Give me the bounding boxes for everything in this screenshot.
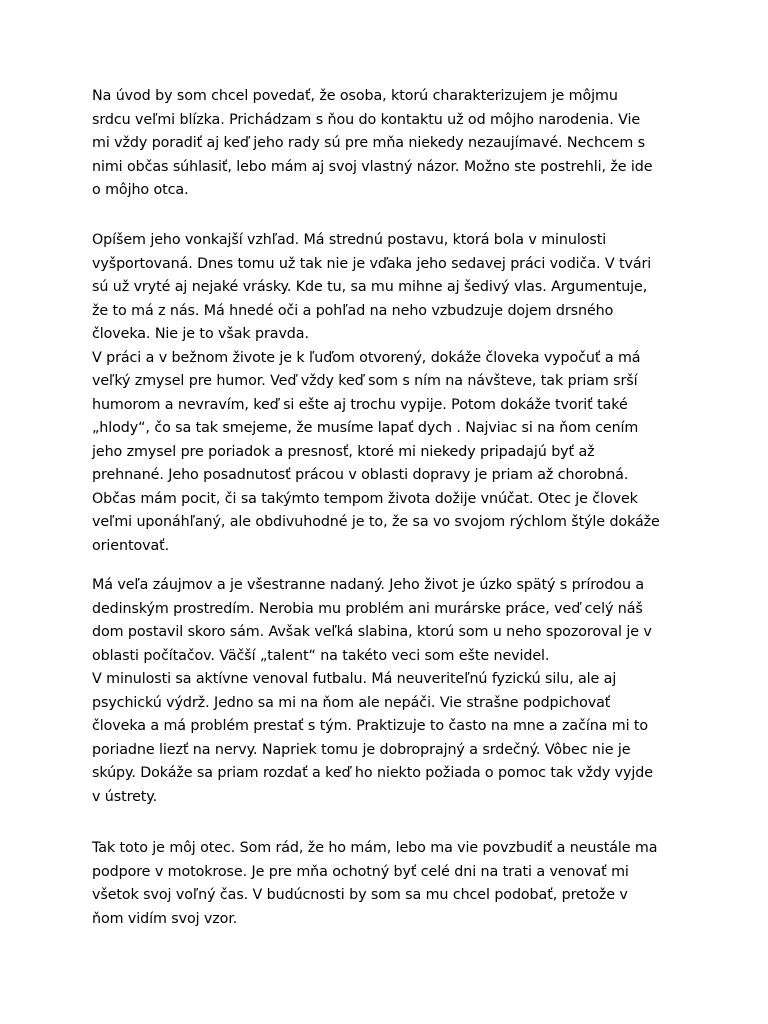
- text-line: psychickú výdrž. Jedno sa mi na ňom ale nepáči. Vie strašne podpichovať: [92, 694, 611, 711]
- paragraph-introduction: [92, 85, 652, 203]
- text-line: V práci a v bežnom živote je k ľuďom otvorený, dokáže človeka vypočuť a má: [92, 349, 641, 366]
- text-line: skúpy. Dokáže sa priam rozdať a keď ho niekto požiada o pomoc tak vždy vyjde: [92, 765, 653, 781]
- text-line: vyšportovaná. Dnes tomu už tak nie je vďaka jeho sedavej práci vodiča. V tvári: [92, 255, 652, 272]
- text-line: človeka a má problém prestať s tým. Praktizuje to často na mne a začína mi to: [92, 718, 649, 734]
- text-line: podpore v motokrose. Je pre mňa ochotný byť celé dni na trati a venovať mi: [92, 863, 629, 880]
- text-line: prehnané. Jeho posadnutosť prácou v oblasti dopravy je priam až chorobná.: [92, 467, 629, 483]
- text-line: srdcu veľmi blízka. Prichádzam s ňou do kontaktu už od môjho narodenia. Vie: [92, 111, 641, 128]
- text-line: sú už vryté aj nejaké vrásky. Kde tu, sa mu mihne aj šedivý vlas. Argumentuje,: [92, 279, 648, 295]
- text-line: oblasti počítačov. Väčší „talent“ na takéto veci som ešte nevidel.: [92, 647, 550, 664]
- text-line: jeho zmysel pre poriadok a presnosť, ktoré mi niekedy pripadajú byť až: [92, 443, 595, 460]
- text-line: Občas mám pocit, či sa takýmto tempom života dožije vnúčat. Otec je človek: [92, 490, 638, 507]
- text-line: poriadne liezť na nervy. Napriek tomu je dobroprajný a srdečný. Vôbec nie je: [92, 741, 631, 758]
- text-line: o môjho otca.: [92, 182, 189, 198]
- text-line: že to má z nás. Má hnedé oči a pohľad na neho vzbudzuje dojem drsného: [92, 302, 614, 319]
- text-line: všetok svoj voľný čas. V budúcnosti by som sa mu chcel podobať, pretože v: [92, 887, 628, 903]
- text-line: dedinským prostredím. Nerobia mu problém ani murárske práce, veď celý náš: [92, 600, 643, 617]
- paragraph-character: [92, 347, 660, 559]
- text-line: nimi občas súhlasiť, lebo mám aj svoj vlastný názor. Možno ste postrehli, že ide: [92, 158, 653, 175]
- text-line: humorom a nevravím, keď si ešte aj trochu vypije. Potom dokáže tvoriť také: [92, 396, 628, 413]
- text-line: Tak toto je môj otec. Som rád, že ho mám, lebo ma vie povzbudiť a neustále ma: [92, 840, 658, 856]
- text-line: Na úvod by som chcel povedať, že osoba, ktorú charakterizujem je môjmu: [92, 88, 618, 104]
- text-line: človeka. Nie je to však pravda.: [92, 326, 309, 342]
- text-line: veľký zmysel pre humor. Veď vždy keď som s ním na návšteve, tak priam srší: [92, 373, 638, 389]
- text-line: Má veľa záujmov a je všestranne nadaný. Jeho život je úzko spätý s prírodou a: [92, 577, 645, 593]
- text-line: ňom vidím svoj vzor.: [92, 910, 238, 927]
- paragraph-appearance: [92, 229, 651, 347]
- text-line: veľmi uponáhľaný, ale obdivuhodné je to, že sa vo svojom rýchlom štýle dokáže: [92, 514, 660, 530]
- paragraph-interests: [92, 574, 652, 668]
- text-line: „hlody“, čo sa tak smejeme, že musíme lapať dych . Najviac si na ňom cením: [92, 420, 639, 436]
- text-line: V minulosti sa aktívne venoval futbalu. Má neuveriteľnú fyzickú silu, ale aj: [92, 671, 617, 687]
- text-line: mi vždy poradiť aj keď jeho rady sú pre mňa niekedy nezaujímavé. Nechcem s: [92, 135, 646, 151]
- text-line: v ústrety.: [92, 788, 158, 805]
- text-line: orientovať.: [92, 537, 170, 554]
- text-line: dom postavil skoro sám. Avšak veľká slabina, ktorú som u neho spozoroval je v: [92, 624, 652, 640]
- paragraph-conclusion: [92, 837, 657, 931]
- paragraph-sports: [92, 668, 653, 809]
- text-line: Opíšem jeho vonkajší vzhľad. Má strednú postavu, ktorá bola v minulosti: [92, 232, 607, 248]
